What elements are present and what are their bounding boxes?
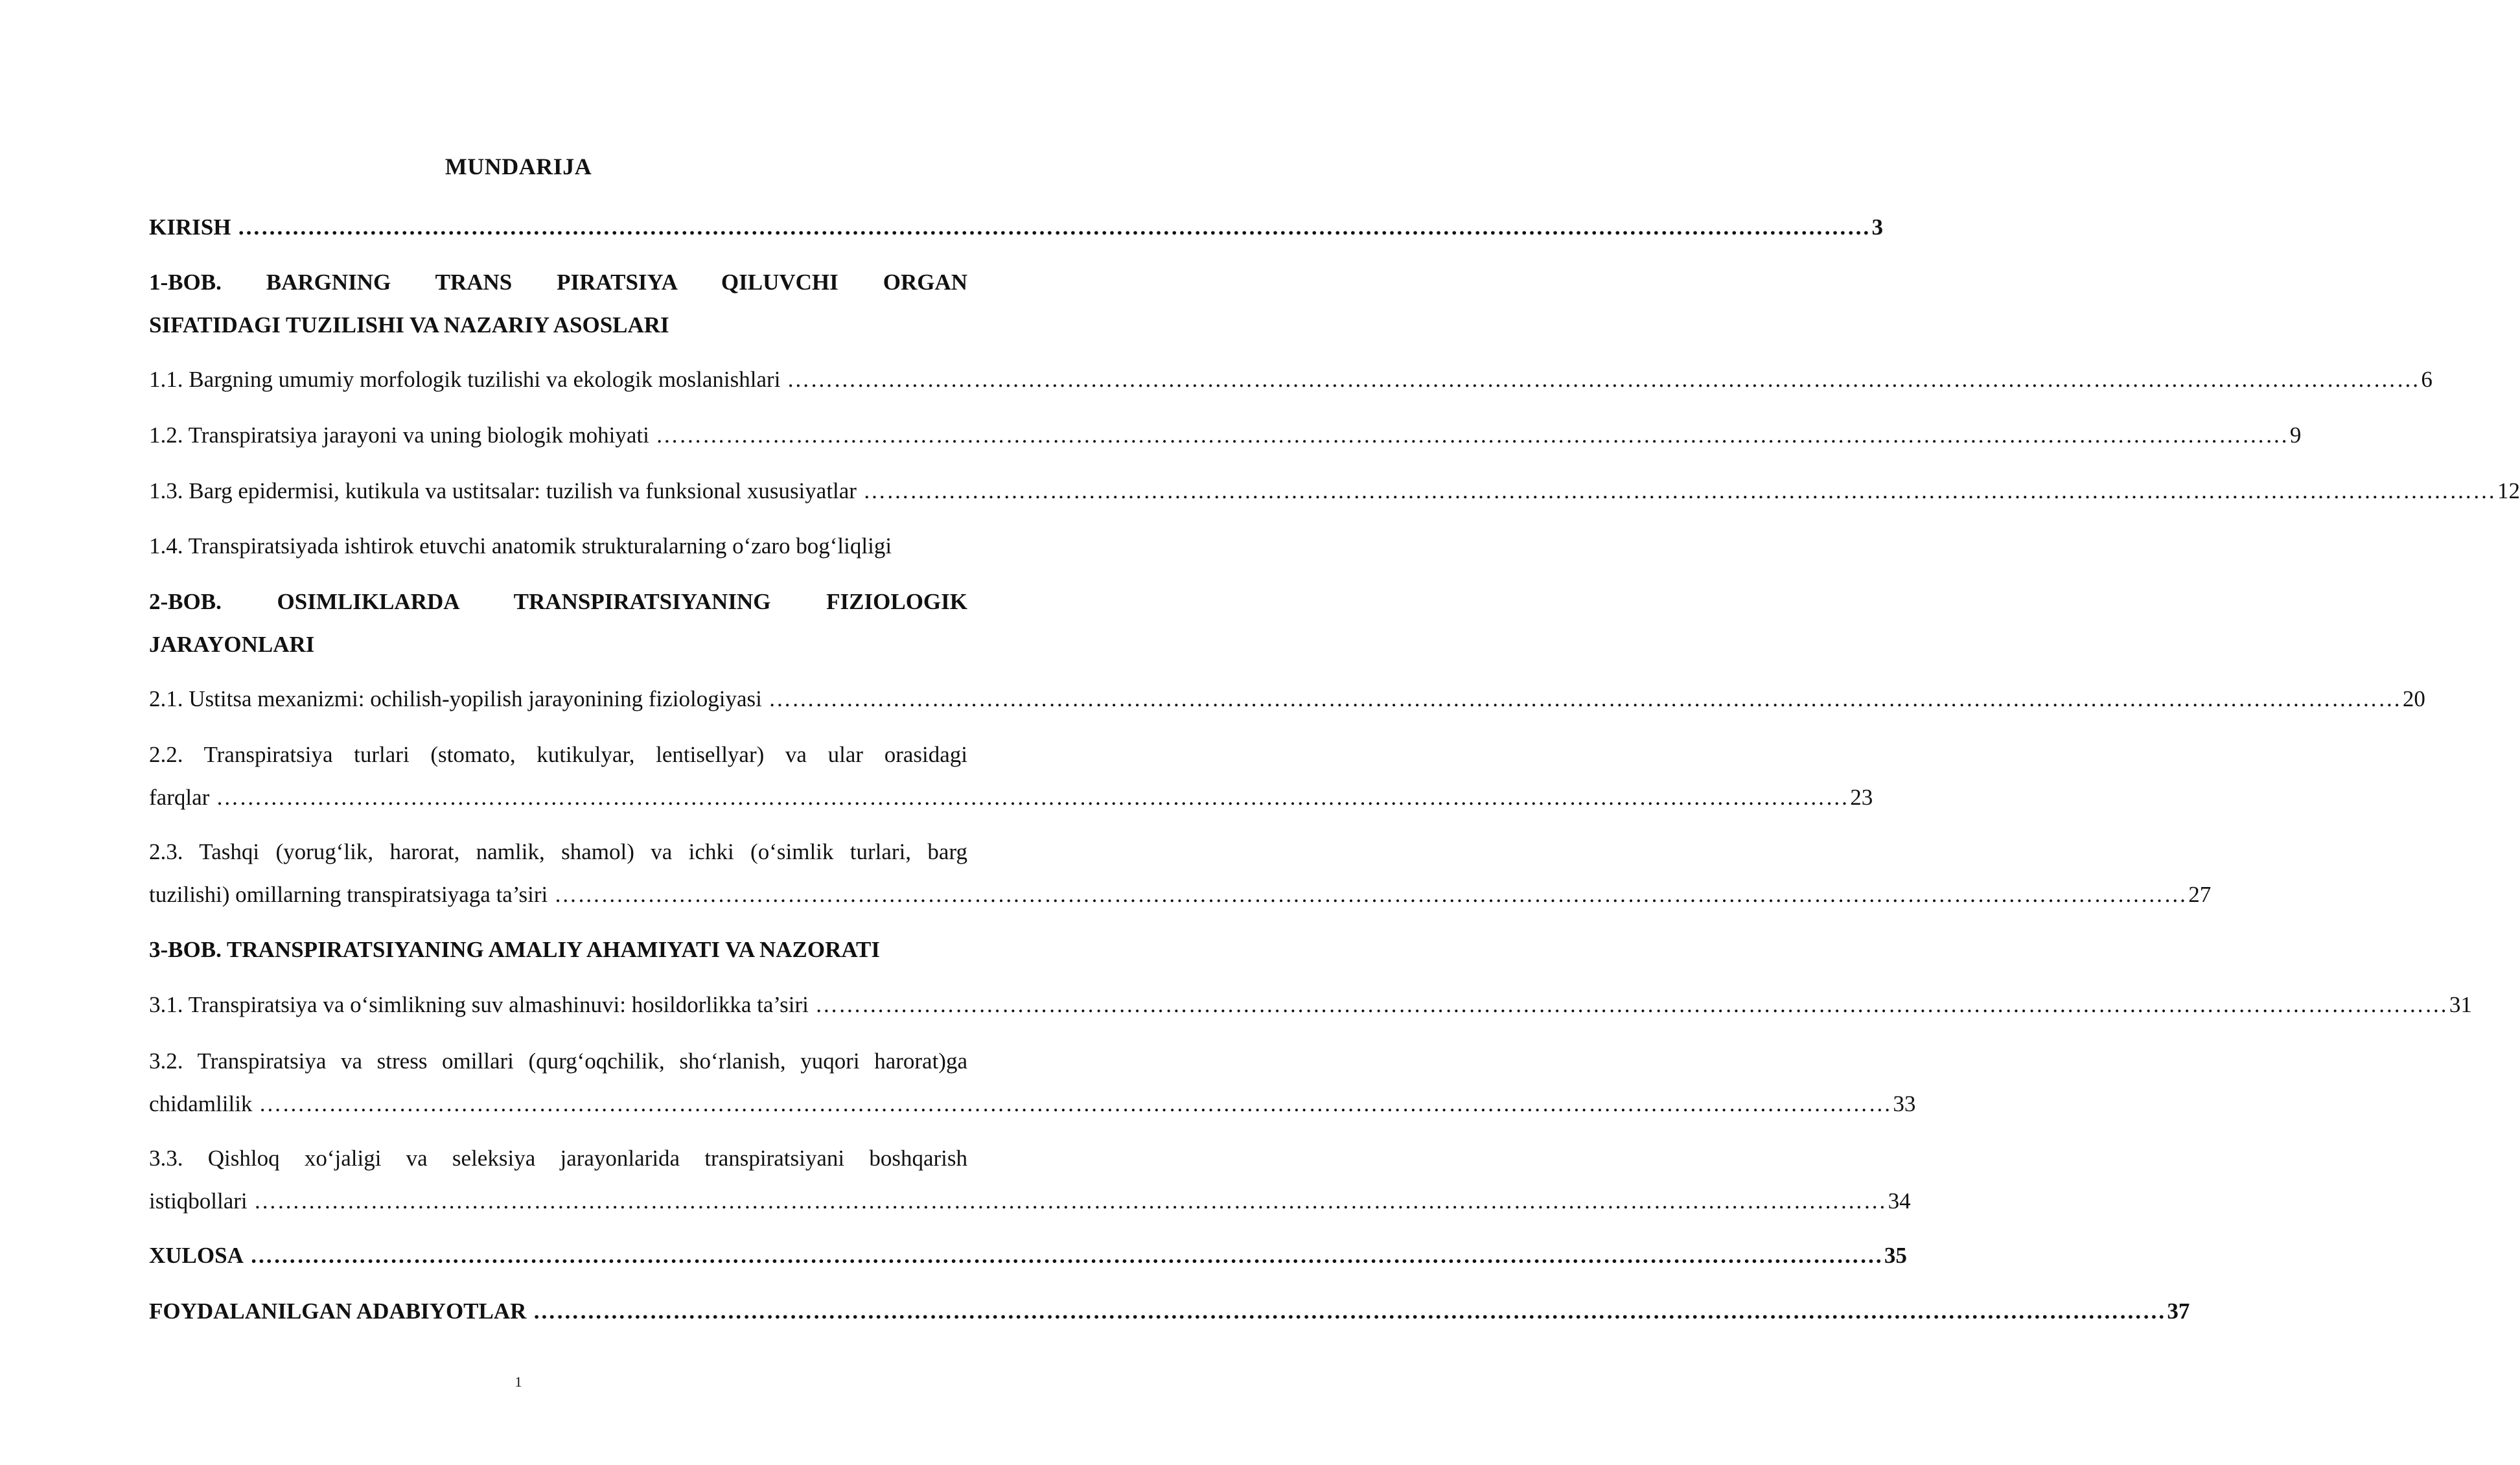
toc-entry-title-line1: 2.3. Tashqi (yorug‘lik, harorat, namlik, shamol) va ichki (o‘simlik turlari, barg [149, 839, 967, 864]
toc-entry-title-line2: tuzilishi) omillarning transpiratsiyaga ta’siri [149, 882, 548, 907]
toc-entry-title-line1: 2-BOB. OSIMLIKLARDA TRANSPIRATSIYANING FIZIOLOGIK [149, 589, 967, 614]
toc-leader-dots: ………………………………………………………………………………………………………………………………………………………………………………………… [862, 478, 2496, 503]
toc-section-2-2[interactable] [149, 733, 1873, 819]
toc-entry-title-line2: JARAYONLARI [149, 632, 315, 657]
toc-entry-title-line2: SIFATIDAGI TUZILISHI VA NAZARIY ASOSLARI [149, 312, 669, 338]
toc-page-number: 34 [1888, 1188, 1911, 1214]
toc-leader-dots: ………………………………………………………………………………………………………………………………………………………………………………………… [533, 1298, 2166, 1324]
toc-page-number: 33 [1893, 1091, 1916, 1116]
toc-entry-title-line1: 2.2. Transpiratsiya turlari (stomato, kutikulyar, lentisellyar) va ular orasidagi [149, 742, 967, 767]
toc-page-number: 23 [1850, 785, 1873, 810]
toc-chapter-1[interactable] [149, 261, 967, 347]
toc-page-number: 12 [2497, 478, 2520, 503]
toc-chapter-3[interactable] [149, 929, 967, 971]
page-title: MUNDARIJA [445, 154, 592, 179]
toc-leader-dots: ………………………………………………………………………………………………………………………………………………………………………………………… [253, 1188, 1887, 1214]
toc-leader-dots: ………………………………………………………………………………………………………………………………………………………………………………………… [655, 422, 2289, 448]
toc-page-number: 20 [2402, 686, 2425, 711]
toc-section-1-3[interactable] [149, 470, 2520, 513]
toc-entry-title: 1.2. Transpiratsiya jarayoni va uning biologik mohiyati [149, 422, 649, 448]
toc-entry-title-line2: chidamlilik [149, 1091, 253, 1116]
toc-page-number: 6 [2421, 367, 2433, 392]
toc-section-2-1[interactable] [149, 678, 2425, 721]
toc-entry-title: KIRISH [149, 214, 231, 240]
toc-section-2-3[interactable] [149, 831, 2212, 916]
toc-entry-title-line1: 3.2. Transpiratsiya va stress omillari (qurg‘oqchilik, sho‘rlanish, yuqori harorat)ga [149, 1048, 967, 1074]
toc-entry-title-line1: 3.3. Qishloq xo‘jaligi va seleksiya jarayonlarida transpiratsiyani boshqarish [149, 1146, 967, 1171]
toc-chapter-2[interactable] [149, 581, 967, 666]
toc-section-3-3[interactable] [149, 1137, 1911, 1223]
toc-page-number: 27 [2188, 882, 2212, 907]
toc-leader-dots: ………………………………………………………………………………………………………………………………………………………………………………………… [768, 686, 2401, 711]
toc-leader-dots: ………………………………………………………………………………………………………………………………………………………………………………………… [815, 992, 2448, 1017]
toc-section-1-1[interactable] [149, 358, 2433, 401]
toc-page-number: 9 [2289, 422, 2302, 448]
toc-page-number: 35 [1884, 1243, 1907, 1268]
toc-leader-dots: ………………………………………………………………………………………………………………………………………………………………………………………… [237, 214, 1871, 240]
toc-entry-xulosa[interactable] [149, 1234, 1907, 1277]
toc-entry-title: 1.1. Bargning umumiy morfologik tuzilishi va ekologik moslanishlari [149, 367, 781, 392]
toc-page-number: 31 [2449, 992, 2472, 1017]
toc-entry-title: FOYDALANILGAN ADABIYOTLAR [149, 1298, 527, 1324]
toc-section-3-2[interactable] [149, 1040, 1916, 1125]
toc-entry-references[interactable] [149, 1290, 2190, 1333]
toc-entry-title: 2.1. Ustitsa mexanizmi: ochilish-yopilish jarayonining fiziologiyasi [149, 686, 762, 711]
toc-page-number: 37 [2167, 1298, 2190, 1324]
toc-entry-title-line1: 1-BOB. BARGNING TRANS PIRATSIYA QILUVCHI ORGAN [149, 270, 967, 295]
toc-leader-dots: ………………………………………………………………………………………………………………………………………………………………………………………… [787, 367, 2420, 392]
page-number: 1 [514, 1374, 522, 1390]
toc-entry-title: XULOSA [149, 1243, 244, 1268]
toc-entry-title: 1.3. Barg epidermisi, kutikula va ustitsalar: tuzilish va funksional xususiyatlar [149, 478, 857, 503]
toc-entry-title: 3-BOB. TRANSPIRATSIYANING AMALIY AHAMIYATI VA NAZORATI [149, 937, 881, 962]
toc-entry-title-line2: farqlar [149, 785, 210, 810]
toc-leader-dots: ………………………………………………………………………………………………………………………………………………………………………………………… [249, 1243, 1883, 1268]
toc-section-1-2[interactable] [149, 414, 2302, 457]
toc-section-1-4[interactable] [149, 525, 967, 568]
toc-page-number: 3 [1871, 214, 1883, 240]
toc-leader-dots: ………………………………………………………………………………………………………………………………………………………………………………………… [216, 785, 1849, 810]
toc-entry-title: 3.1. Transpiratsiya va o‘simlikning suv almashinuvi: hosildorlikka ta’siri [149, 992, 809, 1017]
toc-leader-dots: ………………………………………………………………………………………………………………………………………………………………………………………… [259, 1091, 1892, 1116]
toc-entry-kirish[interactable] [149, 206, 1883, 249]
toc-entry-title: 1.4. Transpiratsiyada ishtirok etuvchi anatomik strukturalarning o‘zaro bog‘liqligi [149, 533, 892, 559]
toc-section-3-1[interactable] [149, 984, 2472, 1026]
toc-leader-dots: ………………………………………………………………………………………………………………………………………………………………………………………… [554, 882, 2188, 907]
toc-entry-title-line2: istiqbollari [149, 1188, 248, 1214]
